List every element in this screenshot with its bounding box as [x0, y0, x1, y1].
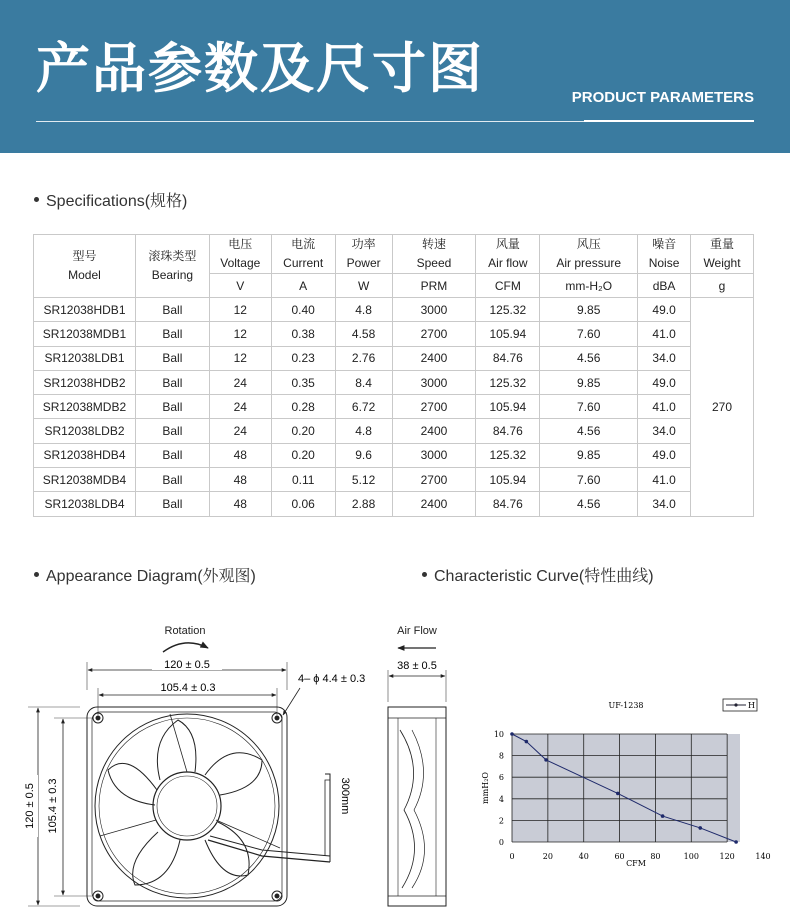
y-tick-label: 4	[498, 794, 504, 804]
col-header-model: 型号 Model	[34, 235, 136, 298]
cell-bearing: Ball	[135, 346, 209, 370]
plot-area	[512, 734, 740, 842]
cell-speed: 2400	[392, 492, 476, 516]
unit-weight: g	[691, 274, 754, 298]
y-axis-label: mmH₂O	[481, 772, 490, 804]
width-inner-label: 105.4 ± 0.3	[160, 682, 216, 694]
table-row	[34, 419, 754, 443]
x-tick-label: 80	[650, 852, 661, 861]
cell-speed: 2400	[392, 419, 476, 443]
bullet-icon	[34, 197, 39, 202]
series-point	[616, 792, 620, 796]
cell-power: 8.4	[335, 370, 392, 394]
appearance-diagram	[0, 600, 470, 924]
page-subtitle: PRODUCT PARAMETERS	[571, 89, 754, 106]
cell-noise: 49.0	[638, 370, 691, 394]
cell-voltage: 48	[209, 492, 271, 516]
width-outer-label: 120 ± 0.5	[164, 659, 210, 671]
banner-divider-accent	[584, 120, 754, 122]
x-tick-label: 60	[614, 852, 625, 861]
unit-voltage: V	[209, 274, 271, 298]
legend-label: H	[748, 701, 755, 710]
col-header-voltage: 电压 Voltage	[209, 235, 271, 274]
cell-power: 9.6	[335, 443, 392, 467]
y-tick-label: 2	[498, 816, 504, 826]
cell-noise: 41.0	[638, 468, 691, 492]
cell-airflow: 125.32	[476, 443, 540, 467]
y-tick-label: 0	[498, 838, 504, 847]
col-header-current: 电流 Current	[271, 235, 335, 274]
cell-voltage: 24	[209, 395, 271, 419]
x-axis-label: CFM	[626, 859, 646, 868]
y-tick-label: 8	[498, 751, 504, 761]
cell-current: 0.35	[271, 370, 335, 394]
y-axis-ticks	[494, 730, 504, 847]
cell-airpressure: 4.56	[540, 492, 638, 516]
cell-airpressure: 4.56	[540, 346, 638, 370]
x-tick-label: 100	[683, 852, 699, 861]
cell-power: 2.88	[335, 492, 392, 516]
x-tick-label: 140	[755, 852, 771, 861]
cell-current: 0.20	[271, 419, 335, 443]
col-header-airpressure: 风压 Air pressure	[540, 235, 638, 274]
cell-airflow: 105.94	[476, 468, 540, 492]
cell-bearing: Ball	[135, 395, 209, 419]
cell-airpressure: 9.85	[540, 443, 638, 467]
unit-airflow: CFM	[476, 274, 540, 298]
characteristic-curve-chart	[470, 690, 790, 924]
airflow-label: Air Flow	[397, 625, 437, 637]
y-tick-label: 6	[498, 773, 504, 783]
series-point	[544, 758, 548, 762]
cell-model: SR12038MDB2	[34, 395, 136, 419]
page-title: 产品参数及尺寸图	[36, 37, 484, 100]
cell-airflow: 105.94	[476, 322, 540, 346]
curve-heading	[422, 563, 654, 586]
cell-voltage: 48	[209, 443, 271, 467]
table-row	[34, 468, 754, 492]
chart-title: UF-1238	[608, 701, 644, 710]
cell-bearing: Ball	[135, 468, 209, 492]
unit-power: W	[335, 274, 392, 298]
table-row	[34, 370, 754, 394]
cell-model: SR12038HDB2	[34, 370, 136, 394]
cell-airflow: 84.76	[476, 419, 540, 443]
cell-bearing: Ball	[135, 419, 209, 443]
unit-current: A	[271, 274, 335, 298]
x-tick-label: 0	[509, 852, 515, 861]
col-header-airflow: 风量 Air flow	[476, 235, 540, 274]
col-header-power: 功率 Power	[335, 235, 392, 274]
cell-airpressure: 4.56	[540, 419, 638, 443]
rotation-arrow-icon	[163, 643, 208, 652]
table-row	[34, 443, 754, 467]
cell-speed: 2700	[392, 468, 476, 492]
cell-noise: 34.0	[638, 492, 691, 516]
bullet-icon	[34, 572, 39, 577]
col-header-weight: 重量 Weight	[691, 235, 754, 274]
header-banner	[0, 0, 790, 153]
fan-side-view	[388, 707, 446, 906]
series-point	[661, 814, 665, 818]
series-point	[510, 732, 514, 736]
cell-airpressure: 7.60	[540, 395, 638, 419]
cell-power: 5.12	[335, 468, 392, 492]
cable-length-label: 300mm	[339, 777, 351, 815]
chart-legend	[723, 699, 757, 711]
cell-noise: 34.0	[638, 419, 691, 443]
cell-noise: 41.0	[638, 395, 691, 419]
cell-current: 0.23	[271, 346, 335, 370]
height-outer-label: 120 ± 0.5	[24, 783, 36, 829]
cell-current: 0.28	[271, 395, 335, 419]
cell-power: 4.8	[335, 419, 392, 443]
x-tick-label: 40	[578, 852, 589, 861]
cell-airflow: 105.94	[476, 395, 540, 419]
x-tick-label: 120	[719, 852, 735, 861]
table-row	[34, 395, 754, 419]
cell-speed: 3000	[392, 443, 476, 467]
cell-airpressure: 9.85	[540, 370, 638, 394]
table-row	[34, 322, 754, 346]
series-point	[734, 840, 738, 844]
cell-speed: 2400	[392, 346, 476, 370]
cell-weight: 270	[691, 298, 754, 517]
bullet-icon	[422, 572, 427, 577]
cell-model: SR12038MDB1	[34, 322, 136, 346]
cell-noise: 49.0	[638, 443, 691, 467]
table-header-row	[34, 235, 754, 274]
cell-bearing: Ball	[135, 322, 209, 346]
cell-voltage: 12	[209, 322, 271, 346]
cell-current: 0.38	[271, 322, 335, 346]
rotation-label: Rotation	[164, 625, 206, 637]
col-header-bearing: 滚珠类型 Bearing	[135, 235, 209, 298]
series-point	[698, 826, 702, 830]
cell-model: SR12038LDB1	[34, 346, 136, 370]
appearance-heading	[34, 563, 256, 586]
y-tick-label: 10	[493, 730, 504, 739]
unit-airpressure: mm-H₂O	[540, 274, 638, 298]
cell-model: SR12038HDB1	[34, 298, 136, 322]
cell-airpressure: 7.60	[540, 468, 638, 492]
cell-voltage: 24	[209, 419, 271, 443]
spec-table	[33, 234, 754, 517]
cell-airflow: 125.32	[476, 370, 540, 394]
cell-power: 6.72	[335, 395, 392, 419]
cell-airflow: 84.76	[476, 346, 540, 370]
cell-power: 2.76	[335, 346, 392, 370]
cell-noise: 41.0	[638, 322, 691, 346]
cell-model: SR12038LDB4	[34, 492, 136, 516]
cell-model: SR12038MDB4	[34, 468, 136, 492]
cell-speed: 3000	[392, 298, 476, 322]
appearance-heading-text: Appearance Diagram(外观图)	[46, 568, 256, 585]
legend-marker	[734, 703, 737, 706]
height-inner-label: 105.4 ± 0.3	[47, 778, 59, 834]
cell-airflow: 84.76	[476, 492, 540, 516]
cell-noise: 49.0	[638, 298, 691, 322]
series-point	[525, 740, 529, 744]
cell-voltage: 24	[209, 370, 271, 394]
cell-airpressure: 9.85	[540, 298, 638, 322]
cell-bearing: Ball	[135, 298, 209, 322]
cell-bearing: Ball	[135, 492, 209, 516]
fan-front-view	[87, 707, 330, 906]
table-row	[34, 492, 754, 516]
specs-heading-text: Specifications(规格)	[46, 193, 188, 210]
cell-model: SR12038HDB4	[34, 443, 136, 467]
cell-power: 4.8	[335, 298, 392, 322]
table-body	[34, 298, 754, 517]
cell-current: 0.20	[271, 443, 335, 467]
cell-voltage: 12	[209, 298, 271, 322]
unit-noise: dBA	[638, 274, 691, 298]
cell-voltage: 48	[209, 468, 271, 492]
cell-airflow: 125.32	[476, 298, 540, 322]
cell-current: 0.11	[271, 468, 335, 492]
depth-label: 38 ± 0.5	[397, 660, 437, 672]
cell-noise: 34.0	[638, 346, 691, 370]
cell-bearing: Ball	[135, 443, 209, 467]
col-header-speed: 转速 Speed	[392, 235, 476, 274]
hole-label: 4– ϕ 4.4 ± 0.3	[298, 673, 366, 685]
cell-voltage: 12	[209, 346, 271, 370]
col-header-noise: 噪音 Noise	[638, 235, 691, 274]
table-row	[34, 346, 754, 370]
unit-speed: PRM	[392, 274, 476, 298]
cell-power: 4.58	[335, 322, 392, 346]
cell-model: SR12038LDB2	[34, 419, 136, 443]
specs-heading	[34, 188, 187, 211]
cell-bearing: Ball	[135, 370, 209, 394]
cell-current: 0.40	[271, 298, 335, 322]
cell-current: 0.06	[271, 492, 335, 516]
table-row	[34, 298, 754, 322]
cell-speed: 2700	[392, 322, 476, 346]
cell-speed: 2700	[392, 395, 476, 419]
cell-airpressure: 7.60	[540, 322, 638, 346]
curve-heading-text: Characteristic Curve(特性曲线)	[434, 568, 654, 585]
cell-speed: 3000	[392, 370, 476, 394]
x-tick-label: 20	[542, 852, 553, 861]
